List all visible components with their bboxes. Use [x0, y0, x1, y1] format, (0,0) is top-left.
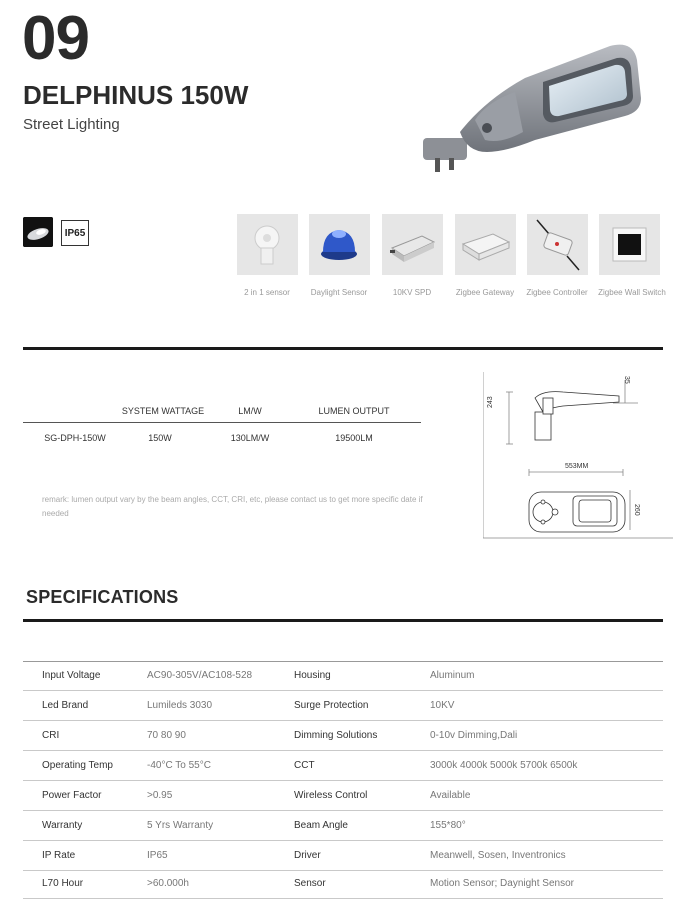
section-divider [23, 347, 663, 350]
column-header-lmw: LM/W [238, 406, 262, 416]
lamp-thumbnail-icon [23, 217, 53, 247]
accessory-zigbee-gateway-image [455, 214, 516, 275]
accessory-label: 10KV SPD [392, 288, 432, 297]
surge-protector-icon [382, 214, 443, 275]
spec-value: >0.95 [147, 790, 173, 801]
controller-icon [527, 214, 588, 275]
spec-value: 70 80 90 [147, 730, 186, 741]
spec-key: Driver [294, 850, 321, 861]
table-header-rule [23, 422, 421, 423]
accessory-label: Daylight Sensor [310, 288, 368, 297]
spec-key: L70 Hour [42, 878, 84, 889]
spec-key: IP Rate [42, 850, 76, 861]
accessory-label: 2 in 1 sensor [244, 288, 290, 297]
spec-key: Surge Protection [294, 700, 369, 711]
accessory-label: Zigbee Wall Switch [598, 288, 666, 297]
spec-key: CCT [294, 760, 315, 771]
model-cell: SG-DPH-150W [44, 433, 106, 443]
lumen-cell: 19500LM [335, 433, 373, 443]
spec-key: Operating Temp [42, 760, 113, 771]
specifications-title: SPECIFICATIONS [26, 587, 179, 607]
height-dimension-label: 243 [487, 396, 494, 408]
spec-key: CRI [42, 730, 60, 741]
spec-value: AC90-305V/AC108-528 [147, 670, 253, 681]
street-light-image [415, 40, 655, 180]
spec-key: Input Voltage [42, 670, 101, 681]
spec-key: Sensor [294, 878, 326, 889]
gateway-icon [455, 214, 516, 275]
ip-rating-badge: IP65 [61, 220, 89, 246]
length-dimension-label: 553MM [565, 463, 589, 470]
spec-key: Housing [294, 670, 331, 681]
column-header-lumen: LUMEN OUTPUT [318, 406, 390, 416]
spec-value: Lumileds 3030 [147, 700, 213, 711]
product-name: DELPHINUS 150W [23, 80, 249, 110]
efficacy-cell: 130LM/W [230, 433, 270, 443]
spec-value: Available [430, 790, 471, 801]
accessory-label: Zigbee Gateway [455, 288, 515, 297]
spec-value: Aluminum [430, 670, 475, 681]
spec-value: >60.000h [147, 878, 189, 889]
spec-key: Led Brand [42, 700, 89, 711]
spec-value: Motion Sensor; Daynight Sensor [430, 878, 574, 889]
arm-dimension-label: 35 [623, 376, 630, 384]
column-header-wattage: SYSTEM WATTAGE [121, 406, 205, 416]
accessory-label: Zigbee Controller [526, 288, 588, 297]
table-row [23, 781, 663, 811]
wattage-cell: 150W [148, 433, 172, 443]
spec-value: Meanwell, Sosen, Inventronics [430, 850, 566, 861]
table-row [23, 721, 663, 751]
table-row [23, 691, 663, 721]
section-divider [23, 619, 663, 622]
accessory-zigbee-controller-image [527, 214, 588, 275]
accessory-daylight-sensor-image [309, 214, 370, 275]
product-category: Street Lighting [23, 116, 120, 133]
remark-note: remark: lumen output vary by the beam angles, CCT, CRI, etc, please contact us to get more specific date if needed [42, 495, 423, 518]
spec-key: Warranty [42, 820, 83, 831]
spec-value: 0-10v Dimming,Dali [430, 730, 518, 741]
spec-key: Dimming Solutions [294, 730, 378, 741]
table-row [23, 869, 663, 899]
spec-key: Power Factor [42, 790, 102, 801]
spec-value: -40°C To 55°C [147, 760, 211, 771]
table-row [23, 661, 663, 691]
spec-value: 155*80° [430, 820, 466, 831]
spec-key: Wireless Control [294, 790, 368, 801]
sensor-icon [237, 214, 298, 275]
accessory-spd-image [382, 214, 443, 275]
dimension-lines-icon [483, 370, 673, 540]
table-row [23, 811, 663, 841]
spec-value: 10KV [430, 700, 455, 711]
dimension-drawing [483, 370, 673, 540]
spec-key: Beam Angle [294, 820, 348, 831]
width-dimension-label: 260 [633, 504, 640, 516]
accessory-zigbee-wall-switch-image [599, 214, 660, 275]
spec-value: 5 Yrs Warranty [147, 820, 214, 831]
product-number: 09 [22, 4, 89, 73]
table-row [23, 841, 663, 871]
spec-value: 3000k 4000k 5000k 5700k 6500k [430, 760, 578, 771]
spec-value: IP65 [147, 850, 168, 861]
accessory-2in1-sensor-image [237, 214, 298, 275]
table-row [23, 751, 663, 781]
daylight-sensor-icon [309, 214, 370, 275]
wall-switch-icon [599, 214, 660, 275]
